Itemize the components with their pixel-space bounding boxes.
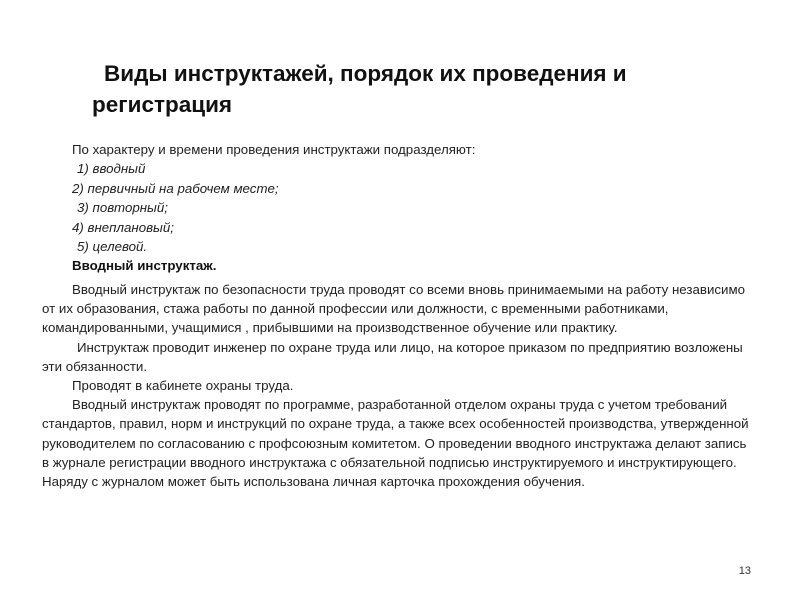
section-heading: Вводный инструктаж. [72, 258, 217, 274]
page-number: 13 [738, 565, 751, 577]
type-item-4: 4) внеплановый; [72, 219, 174, 235]
instruction-types-block [72, 140, 712, 276]
slide-title: Виды инструктажей, порядок их проведения и регистрация [92, 61, 627, 117]
paragraph-1: Вводный инструктаж по безопасности труда проводят со всеми вновь принимаемыми на работу независимо от их образования, стажа работы по данной профессии или должности, с временными работниками, командированными, учащимися , прибывшими на производственное обучение или практику. [42, 282, 745, 336]
paragraph-2: Инструктаж проводит инженер по охране труда или лицо, на которое приказом по предприятию возложены эти обязанности. [42, 339, 743, 374]
types-intro: По характеру и времени проведения инструктажи подразделяют: [72, 142, 476, 157]
type-item-3: 3) повторный; [77, 200, 168, 216]
type-item-1: 1) вводный [77, 161, 146, 177]
type-item-2: 2) первичный на рабочем месте; [72, 180, 279, 196]
paragraph-4: Вводный инструктаж проводят по программе, разработанной отделом охраны труда с учетом требований стандартов, правил, норм и инструкций по охране труда, а также всех особенностей производства, утвержденной руководителем по согласованию с профсоюзным комитетом. О проведении вводного инструктажа делают запись в журнале регистрации вводного инструктажа с обязательной подписью инструктируемого и инструктирующего. Наряду с журналом может быть использована личная карточка прохождения обучения. [42, 397, 749, 490]
type-item-5: 5) целевой. [77, 239, 148, 255]
paragraph-3: Проводят в кабинете охраны труда. [72, 378, 294, 394]
body-text [42, 280, 754, 491]
